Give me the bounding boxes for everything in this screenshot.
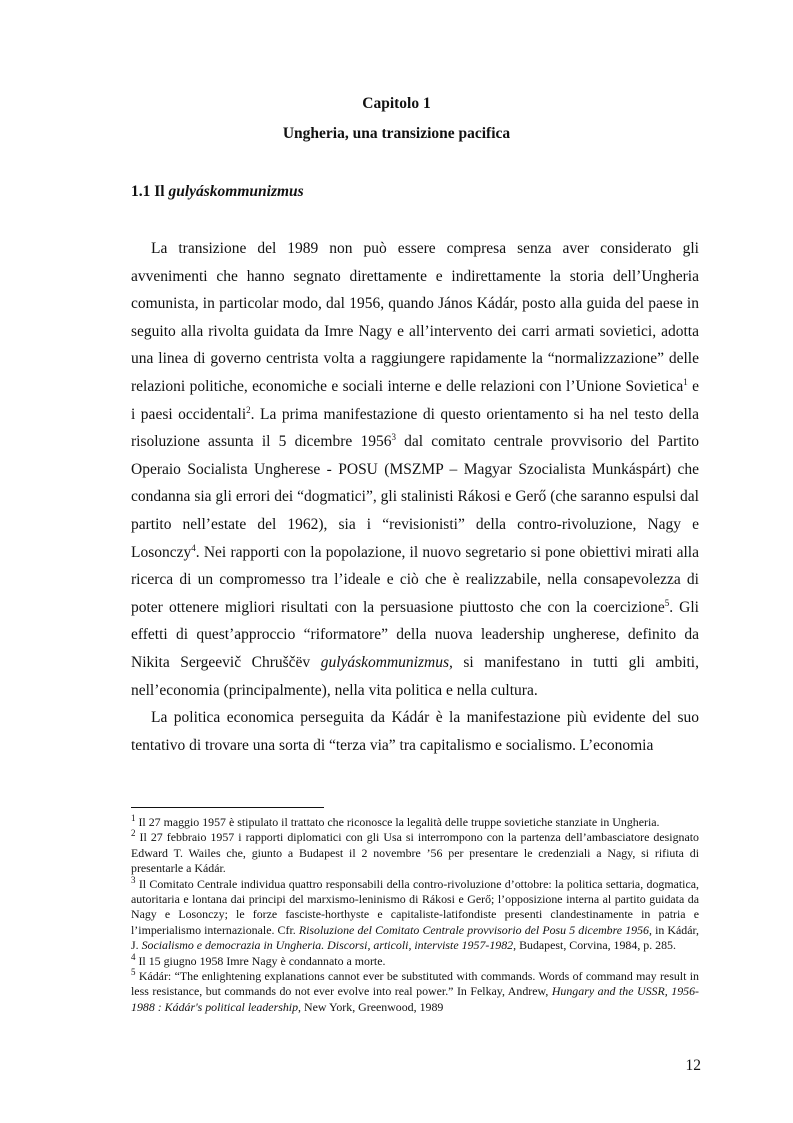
footnote-text: , Budapest, Corvina, 1984, p. 285. <box>513 938 676 953</box>
footnote-4 <box>131 951 699 969</box>
section-title: gulyáskommunizmus <box>168 183 304 200</box>
footnote-text: Il 27 maggio 1957 è stipulato il trattato che riconosce la legalità delle truppe sovietiche stanziate in Ungheria. <box>135 815 660 829</box>
paragraph-text: si manifestano in tutti gli ambiti, nell’economia (principalmente), nella vita politica e nella cultura. <box>131 653 699 699</box>
citation-title: Hungary and the USSR, 1956-1988 : Kádár's political leadership <box>131 984 699 1014</box>
paragraph-text: . Nei rapporti con la popolazione, il nuovo segretario si pone obiettivi mirati alla ricerca di un compromesso tra l’ideale e ciò che è realizzabile, nella consapevolezza di poter ottenere migliori risultati con la persuasione piuttosto che con la coercizione <box>131 543 699 616</box>
paragraph-text: La transizione del 1989 non può essere compresa senza aver considerato gli avvenimenti che hanno segnato direttamente e indirettamente la storia dell’Ungheria comunista, in particolar modo, dal 1956, quando János Kádár, posto alla guida del paese in seguito alla rivolta guidata da Imre Nagy e all’intervento dei carri armati sovietici, adotta una linea di governo centrista volta a raggiungere rapidamente la “normalizzazione” delle relazioni politiche, economiche e sociali interne e delle relazioni con l’Unione Sovietica <box>131 240 699 395</box>
footnote-5 <box>131 969 699 1015</box>
paragraph-2: La politica economica perseguita da Kádár è la manifestazione più evidente del suo tentativo di trovare una sorta di “terza via” tra capitalismo e socialismo. L’economia <box>131 709 699 754</box>
footnote-text: Kádár: “The enlightening explanations cannot ever be substituted with commands. Words of command may result in less resistance, but commands do not ever evolve into real power.” In Felkay, Andrew, <box>131 969 699 999</box>
footnote-text: , in Kádár, J. <box>131 922 699 953</box>
footnote-text: Il 15 giugno 1958 Imre Nagy è condannato a morte. <box>135 953 386 968</box>
footnote-number: 1 <box>131 813 136 824</box>
footnote-2 <box>131 830 699 876</box>
footnote-number: 2 <box>131 828 136 839</box>
footnote-text: Il Comitato Centrale individua quattro responsabili della contro-rivoluzione d’ottobre: la politica settaria, dogmatica, autoritaria e lontana dai principi del marxismo-leninismo di Rákosi e Gerő; l’opposizione interna al partito guidata da Nagy e Losonczy; le forze fasciste-horthyste e capitaliste-latifondiste presenti clandestinamente in patria e l’imperialismo internazionale. Cfr. <box>131 876 699 937</box>
footnote-3 <box>131 874 699 954</box>
paragraph-text: e i paesi occidentali <box>131 377 699 423</box>
paragraph-text: . La prima manifestazione di questo orientamento si ha nel testo della risoluzione assunta il 5 dicembre 1956 <box>131 405 699 451</box>
citation-title: Risoluzione del Comitato Centrale provvisorio del Posu 5 dicembre 1956 <box>298 922 649 937</box>
footnote-ref-5[interactable]: 5 <box>664 597 670 608</box>
footnotes <box>131 815 699 1015</box>
footnote-ref-4[interactable]: 4 <box>191 542 196 553</box>
paragraph-1 <box>131 235 699 704</box>
paragraph-text: . Gli effetti di quest’approccio “riformatore” della nuova leadership ungherese, definito da Nikita Sergeevič Chruščëv <box>131 598 699 671</box>
italic-term: gulyáskommunizmus, <box>320 653 453 671</box>
footnote-number: 5 <box>131 967 136 978</box>
footnote-ref-1[interactable]: 1 <box>683 376 688 387</box>
body-text <box>131 235 699 759</box>
footnote-number: 4 <box>131 951 136 962</box>
footnote-text: , New York, Greenwood, 1989 <box>298 999 444 1014</box>
footnote-divider <box>131 807 324 808</box>
footnote-1 <box>131 815 699 830</box>
citation-title: Socialismo e democrazia in Ungheria. Discorsi, articoli, interviste 1957-1982 <box>141 938 514 953</box>
footnote-ref-3[interactable]: 3 <box>391 432 396 442</box>
paragraph-text: dal comitato centrale provvisorio del Partito Operaio Socialista Ungherese - POSU (MSZMP – Magyar Szocialista Munkáspárt) che condanna sia gli errori dei “dogmatici”, gli stalinisti Rákosi e Gerő (che saranno espulsi dal partito nell’estate del 1962), sia i “revisionisti” della contro-rivoluzione, Nagy e Losonczy <box>131 433 700 561</box>
footnote-number: 3 <box>131 874 136 885</box>
footnote-ref-2[interactable]: 2 <box>246 404 251 415</box>
section-heading <box>131 183 304 201</box>
footnote-text: Il 27 febbraio 1957 i rapporti diplomatici con gli Usa si interrompono con la partenza dell’ambasciatore designato Edward T. Wailes che, giunto a Budapest il 2 novembre ’56 per presentare le credenziali a Nagy, si rifiuta di presentarle a Kádár. <box>131 830 699 876</box>
chapter-subtitle: Ungheria, una transizione pacifica <box>282 125 511 142</box>
page-number: 12 <box>685 1057 701 1074</box>
chapter-title: Capitolo 1 <box>362 95 431 112</box>
section-number: 1.1 Il <box>131 183 169 200</box>
